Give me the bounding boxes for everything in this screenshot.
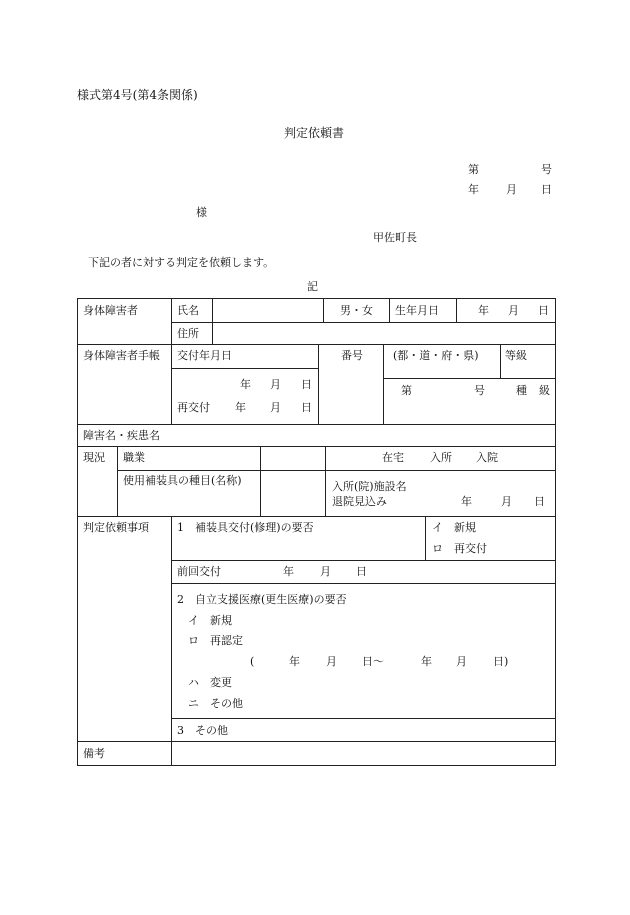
document-title: 判定依頼書 <box>284 126 345 140</box>
grade-shu: 種 <box>516 384 527 397</box>
row-label-physically-disabled: 身体障害者 <box>83 304 138 317</box>
period-end-month: 月 <box>456 655 467 668</box>
item2-other: ニ その他 <box>188 697 243 710</box>
grade-kyu: 級 <box>539 384 550 397</box>
item1-new: イ 新規 <box>432 521 476 534</box>
dob-day: 日 <box>538 304 549 317</box>
reissue-day: 日 <box>301 401 312 414</box>
number-prefix: 第 <box>468 163 479 176</box>
discharge-year: 年 <box>461 495 472 508</box>
issue-day: 日 <box>301 378 312 391</box>
period-open: ( <box>250 655 255 668</box>
device-label: 使用補装具の種目(名称) <box>123 474 242 487</box>
period-start-year: 年 <box>289 655 300 668</box>
reissue-label: 再交付 <box>177 401 210 414</box>
dob-label: 生年月日 <box>395 304 439 317</box>
date-month: 月 <box>506 183 517 196</box>
number-suffix: 号 <box>541 163 552 176</box>
date-year: 年 <box>468 183 479 196</box>
residence-home: 在宅 <box>382 451 404 464</box>
gender-options: 男・女 <box>340 304 373 317</box>
name-label: 氏名 <box>177 304 199 317</box>
date-day: 日 <box>541 183 552 196</box>
intro-text: 下記の者に対する判定を依頼します。 <box>88 256 275 269</box>
item3-other: 3 その他 <box>177 724 228 737</box>
grade-label: 等級 <box>505 349 527 362</box>
techo-label: 身体障害者手帳 <box>83 349 160 362</box>
prev-issue-month: 月 <box>320 565 331 578</box>
item2-medical: 2 自立支援医療(更生医療)の要否 <box>177 593 347 606</box>
discharge-month: 月 <box>501 495 512 508</box>
facility-name-label: 入所(院)施設名 <box>332 480 407 493</box>
period-start-day: 日〜 <box>362 655 384 668</box>
occupation-label: 職業 <box>123 451 145 464</box>
ki-mark: 記 <box>307 280 318 293</box>
item2-change: ハ 変更 <box>188 676 232 689</box>
prev-issue-year: 年 <box>283 565 294 578</box>
prev-issue-day: 日 <box>356 565 367 578</box>
status-label: 現況 <box>83 451 105 464</box>
remarks-label: 備考 <box>83 747 105 760</box>
reissue-month: 月 <box>270 401 281 414</box>
discharge-day: 日 <box>534 495 545 508</box>
dob-month: 月 <box>508 304 519 317</box>
residence-hospital: 入院 <box>476 451 498 464</box>
prev-issue-label: 前回交付 <box>177 565 221 578</box>
issue-year: 年 <box>240 378 251 391</box>
period-end-day: 日) <box>493 655 509 668</box>
sender: 甲佐町長 <box>373 231 417 244</box>
item1-reissue: ロ 再交付 <box>432 542 487 555</box>
item1-device: 1 補装具交付(修理)の要否 <box>177 521 314 534</box>
address-label: 住所 <box>177 327 199 340</box>
request-label: 判定依頼事項 <box>83 521 149 534</box>
period-start-month: 月 <box>326 655 337 668</box>
issue-date-label: 交付年月日 <box>177 349 232 362</box>
certificate-dai: 第 <box>401 384 412 397</box>
issue-month: 月 <box>270 378 281 391</box>
prefecture-options: (都・道・府・県) <box>393 349 479 362</box>
certificate-go: 号 <box>474 384 485 397</box>
item2-new: イ 新規 <box>188 614 232 627</box>
addressee-suffix: 様 <box>196 206 207 219</box>
discharge-label: 退院見込み <box>332 495 387 508</box>
residence-facility: 入所 <box>430 451 452 464</box>
period-end-year: 年 <box>421 655 432 668</box>
reissue-year: 年 <box>235 401 246 414</box>
request-table <box>77 298 556 766</box>
item2-recert: ロ 再認定 <box>188 634 243 647</box>
dob-year: 年 <box>478 304 489 317</box>
disability-label: 障害名・疾患名 <box>83 429 160 442</box>
number-label: 番号 <box>341 349 363 362</box>
form-reference: 様式第4号(第4条関係) <box>77 88 198 102</box>
